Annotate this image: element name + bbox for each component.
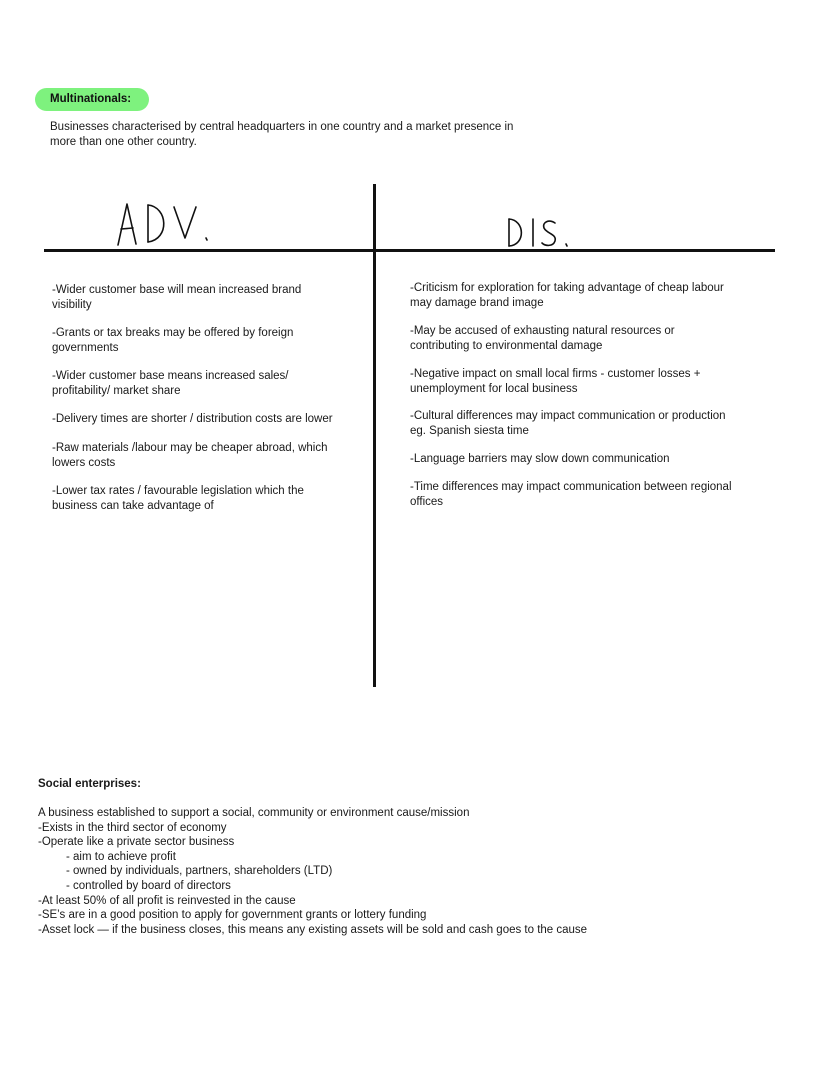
disadvantage-item: -Criticism for exploration for taking advantage of cheap labour may damage brand image (410, 282, 724, 309)
social-enterprise-sub-point: - owned by individuals, partners, shareholders (LTD) (66, 865, 333, 878)
social-enterprises-notes (38, 806, 738, 937)
table-horizontal-divider (44, 249, 775, 252)
advantages-list (52, 283, 352, 513)
multinationals-badge: Multinationals: (35, 88, 149, 111)
advantage-item: -Grants or tax breaks may be offered by foreign governments (52, 327, 294, 354)
table-vertical-divider (373, 184, 376, 687)
advantage-item: -Wider customer base means increased sales/ profitability/ market share (52, 370, 289, 397)
social-enterprise-point: -SE’s are in a good position to apply for government grants or lottery funding (38, 909, 427, 922)
multinationals-definition (50, 120, 570, 150)
social-enterprises-heading: Social enterprises: (38, 778, 141, 790)
disadvantage-item: -May be accused of exhausting natural resources or contributing to environmental damage (410, 325, 675, 352)
advantage-item: -Lower tax rates / favourable legislation which the business can take advantage of (52, 485, 304, 512)
social-enterprise-sub-point: - controlled by board of directors (66, 879, 231, 892)
advantage-item: -Raw materials /labour may be cheaper abroad, which lowers costs (52, 442, 328, 469)
social-enterprise-point: -Operate like a private sector business (38, 836, 235, 849)
dis-heading (500, 212, 580, 252)
social-enterprise-point: -At least 50% of all profit is reinvested in the cause (38, 894, 296, 907)
advantage-item: -Wider customer base will mean increased brand visibility (52, 284, 302, 311)
advantage-item: -Delivery times are shorter / distribution costs are lower (52, 413, 333, 425)
definition-line: Businesses characterised by central headquarters in one country and a market presence in (50, 121, 514, 133)
adv-heading (110, 195, 220, 251)
disadvantage-item: -Cultural differences may impact communication or production eg. Spanish siesta time (410, 410, 726, 437)
disadvantage-item: -Time differences may impact communication between regional offices (410, 481, 732, 508)
disadvantage-item: -Negative impact on small local firms - customer losses + unemployment for local business (410, 368, 701, 395)
disadvantage-item: -Language barriers may slow down communication (410, 453, 670, 465)
disadvantages-list (410, 281, 760, 509)
social-enterprise-sub-point: - aim to achieve profit (66, 850, 176, 863)
social-enterprise-point: -Asset lock — if the business closes, this means any existing assets will be sold and cash goes to the cause (38, 923, 588, 936)
social-enterprise-point: -Exists in the third sector of economy (38, 821, 227, 834)
definition-line: more than one other country. (50, 136, 197, 148)
social-enterprise-definition: A business established to support a social, community or environment cause/mission (38, 807, 470, 819)
